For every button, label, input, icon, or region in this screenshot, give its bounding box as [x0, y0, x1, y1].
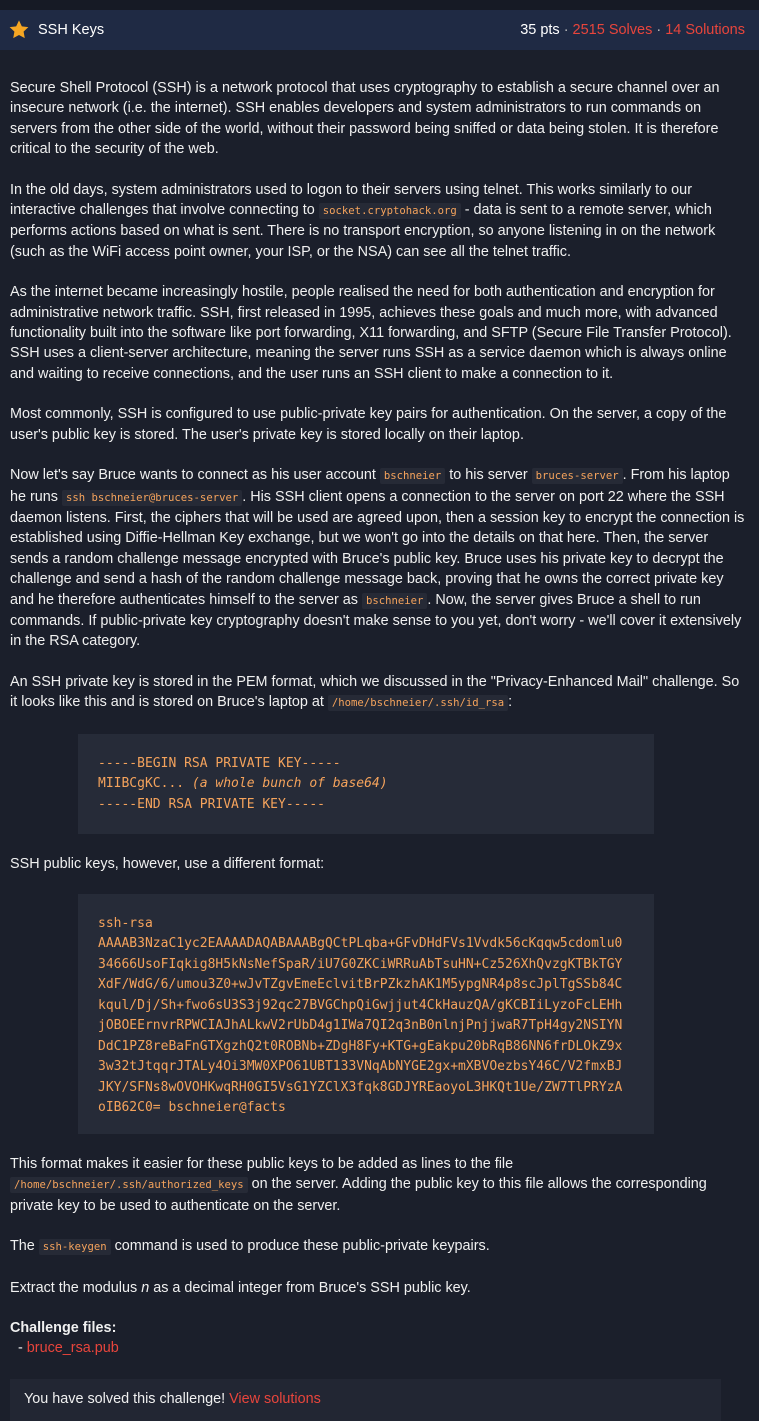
- paragraph: SSH public keys, however, use a different format:: [10, 855, 325, 872]
- inline-code: /home/bschneier/.ssh/id_rsa: [328, 695, 508, 711]
- text: - data is sent to a remote server, which performs actions based on what is sent. There is no transport encryption, so anyone listening in on the network (such as the WiFi access point owner, your ISP, or the NSA) can see all the telnet traffic.: [10, 202, 716, 260]
- paragraph: [10, 180, 749, 263]
- solved-banner: [10, 1379, 721, 1421]
- text: :: [508, 694, 513, 711]
- text: In the old days, system administrators used to logon to their servers using telnet. This works similarly to our interactive challenges that involve connecting to: [10, 181, 692, 219]
- file-link-bruce-rsa-pub[interactable]: bruce_rsa.pub: [26, 1340, 119, 1357]
- separator: ·: [563, 21, 569, 38]
- text: An SSH private key is stored in the PEM format, which we discussed in the "Privacy-Enhanced Mail" challenge. So it looks like this and is stored on Bruce's laptop at: [10, 673, 740, 711]
- text: on the server. Adding the public key to this file allows the corresponding private key to be used to authenticate on the server.: [10, 1176, 707, 1214]
- code-line: -----BEGIN RSA PRIVATE KEY-----: [98, 755, 341, 771]
- points: 35 pts: [520, 21, 560, 38]
- challenge-description: [0, 50, 759, 1421]
- paragraph: [10, 672, 749, 714]
- solutions-link[interactable]: 14 Solutions: [665, 21, 745, 38]
- paragraph: Secure Shell Protocol (SSH) is a network protocol that uses cryptography to establish a secure channel over an insecure network (i.e. the internet). SSH enables developers and system administrators to run commands on servers from the other side of the world, without their password being sniffed or data being stolen. It is therefore critical to the security of the web.: [10, 80, 720, 158]
- text: . His SSH client opens a connection to the server on port 22 where the SSH daemon listens. First, the ciphers that will be used are agreed upon, then a session key to encrypt the connection is established using Diffie-Hellman Key exchange, but we won't go into the details on that here. Then, the server sends a random challenge message encrypted with Bruce's public key. Bruce uses his private key to decrypt the challenge and send a hash of the random challenge message back, proving that he owns the correct private key and he therefore authenticates himself to the server as: [10, 488, 745, 608]
- inline-code: bschneier: [362, 593, 427, 609]
- text: Extract the modulus: [10, 1279, 142, 1296]
- paragraph: [10, 1236, 749, 1257]
- challenge-header[interactable]: [0, 10, 759, 50]
- text: The: [10, 1238, 39, 1255]
- paragraph: [10, 1154, 749, 1216]
- challenge-meta: [520, 20, 745, 40]
- text: to his server: [445, 467, 532, 484]
- star-icon[interactable]: [0, 19, 38, 41]
- text: as a decimal integer from Bruce's SSH public key.: [149, 1279, 471, 1296]
- challenge-title: SSH Keys: [38, 21, 105, 38]
- inline-code: bschneier: [380, 468, 445, 484]
- paragraph: As the internet became increasingly hostile, people realised the need for both authentication and encryption for administrative network traffic. SSH, first released in 1995, achieves these goals and much more, with advanced functionality built into the software like port forwarding, X11 forwarding, and SFTP (Secure File Transfer Protocol). SSH uses a client-server architecture, meaning the server runs SSH as a service daemon which is always online and waiting to receive connections, and the user runs an SSH client to make a connection to it.: [10, 284, 732, 382]
- public-key-code-block: ssh-rsa AAAAB3NzaC1yc2EAAAADAQABAAABgQCtPLqba+GFvDHdFVs1Vvdk56cKqqw5cdomlu0 34666UsoFIqkig8H5kNsNefSpaR/iU7G0ZKCiWRRuAbTsuHN+Cz526XhQvzgKTBkTGY XdF/WdG/6/umou3Z0+wJvTZgvEmeEclvitBrPZkzhAK1M5ypgNR4p8scJplTgSSb84C kqul/Dj/Sh+fwo6sU3S3j92qc27BVGChpQiGwjjut4CkHauzQA/gKCBIiLyzoFcLEHh jOBOEErnvrRPWCIAJhALkwV2rUbD4g1IWa7QI2q3nB0nlnjPnjjwaR7TpH4gy2NSIYN DdC1PZ8reBaFnGTXgzhQ2t0ROBNb+ZDgH8Fy+KTG+gEakpu20bRqB86NN6frDLOkZ9x 3w32tJtqqrJTALy4Oi3MW0XPO61UBT133VNqAbNYGE2gx+mXBVOezbsY46C/V2fmxBJ JKY/SFNs8wOVOHKwqRH0GI5VsG1YZClX3fqk8GDJYREaoyoL3HKQt1Ue/ZW7TlPRYzA oIB62C0= bschneier@facts: [78, 894, 654, 1134]
- solved-text: You have solved this challenge!: [24, 1390, 230, 1407]
- inline-code: ssh bschneier@bruces-server: [62, 490, 242, 506]
- view-solutions-link[interactable]: View solutions: [229, 1390, 321, 1407]
- inline-code: ssh-keygen: [39, 1239, 111, 1255]
- paragraph: Most commonly, SSH is configured to use public-private key pairs for authentication. On the server, a copy of the user's public key is stored. The user's private key is stored locally on their laptop.: [10, 406, 727, 443]
- top-strip: [0, 0, 759, 10]
- inline-code: /home/bschneier/.ssh/authorized_keys: [10, 1177, 248, 1193]
- list-dash: -: [18, 1340, 27, 1357]
- text: . From his laptop he runs: [10, 467, 730, 505]
- text: . Now, the server gives Bruce a shell to run commands. If public-private key cryptography doesn't make sense to you yet, don't worry - we'll cover it extensively in the RSA category.: [10, 591, 742, 650]
- text: command is used to produce these public-private keypairs.: [110, 1238, 490, 1255]
- private-key-code-block: [78, 734, 654, 834]
- separator: ·: [656, 21, 662, 38]
- text: This format makes it easier for these public keys to be added as lines to the file: [10, 1155, 514, 1172]
- paragraph: [10, 1278, 749, 1298]
- code-comment: (a whole bunch of base64): [191, 776, 388, 792]
- math-variable: n: [141, 1279, 150, 1296]
- solves-link[interactable]: 2515 Solves: [572, 21, 653, 38]
- code-line: MIIBCgKC...: [98, 776, 192, 792]
- challenge-files-heading: Challenge files:: [10, 1320, 117, 1336]
- paragraph: [10, 465, 749, 652]
- text: Now let's say Bruce wants to connect as his user account: [10, 467, 380, 484]
- code-line: -----END RSA PRIVATE KEY-----: [98, 796, 325, 812]
- inline-code: bruces-server: [532, 468, 623, 484]
- challenge-file-item: [18, 1338, 749, 1358]
- inline-code: socket.cryptohack.org: [319, 203, 461, 219]
